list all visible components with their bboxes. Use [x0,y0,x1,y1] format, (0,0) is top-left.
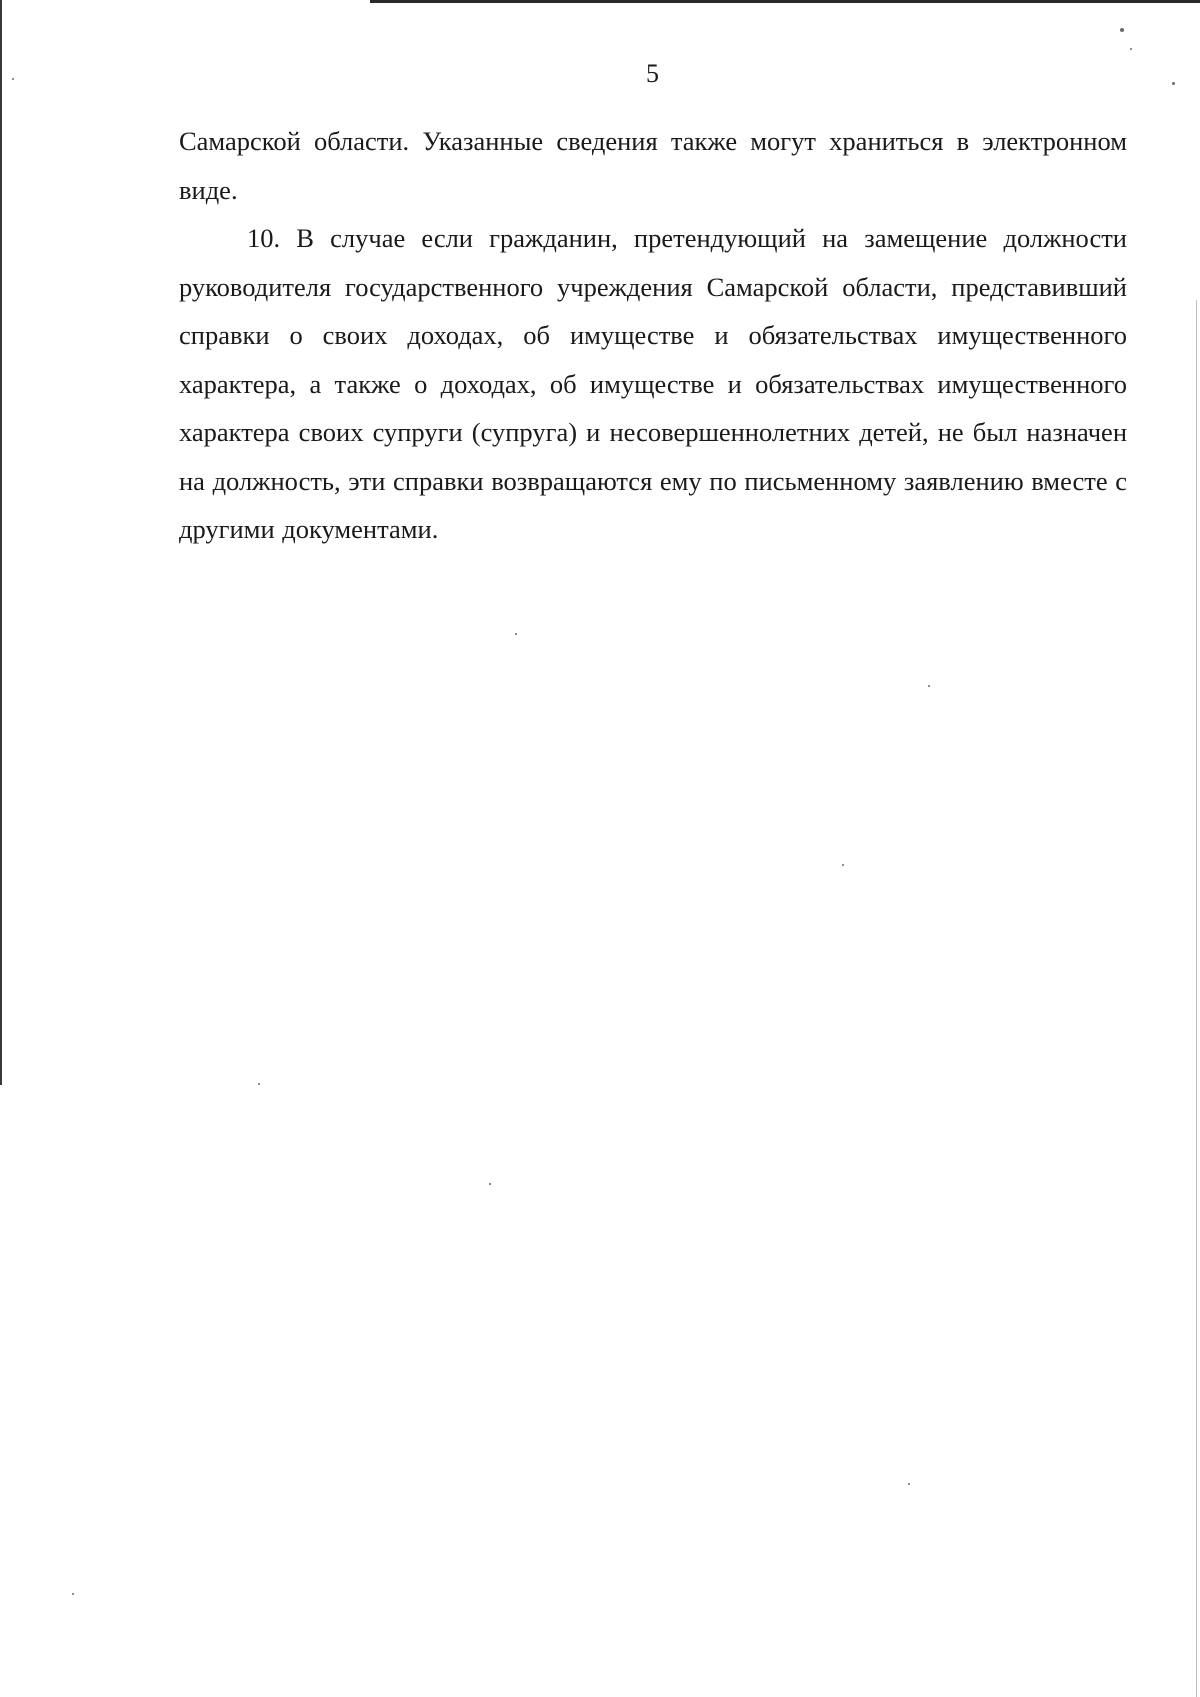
scan-speck [1130,48,1132,50]
scan-speck [258,1083,260,1085]
page-number: 5 [646,59,659,88]
scan-speck [928,685,930,687]
scan-border-left [0,0,2,1085]
scan-speck [908,1483,910,1485]
scan-border-right [1196,300,1197,1697]
paragraph-item-10: 10. В случае если гражданин, претендующий на замещение должности руководителя государственного учреждения Самарской области, представивший справки о своих доходах, об имуществе и обязательствах имущественного характера, а также о доходах, об имуществе и обязательствах имущественного характера своих супруги (супруга) и несовершеннолетних детей, не был назначен на должность, эти справки возвращаются ему по письменному заявлению вместе с другими документами. [179,223,1127,544]
scan-border-top [370,0,1200,3]
scan-speck [72,1593,74,1595]
scan-speck [1120,28,1124,32]
paragraph-continuation: Самарской области. Указанные сведения также могут храниться в электронном виде. [179,126,1127,205]
scan-speck [515,633,517,635]
scan-speck [12,78,14,80]
document-body [179,117,1127,554]
scan-speck [1172,82,1175,85]
scan-speck [489,1183,491,1185]
scan-speck [842,864,844,866]
